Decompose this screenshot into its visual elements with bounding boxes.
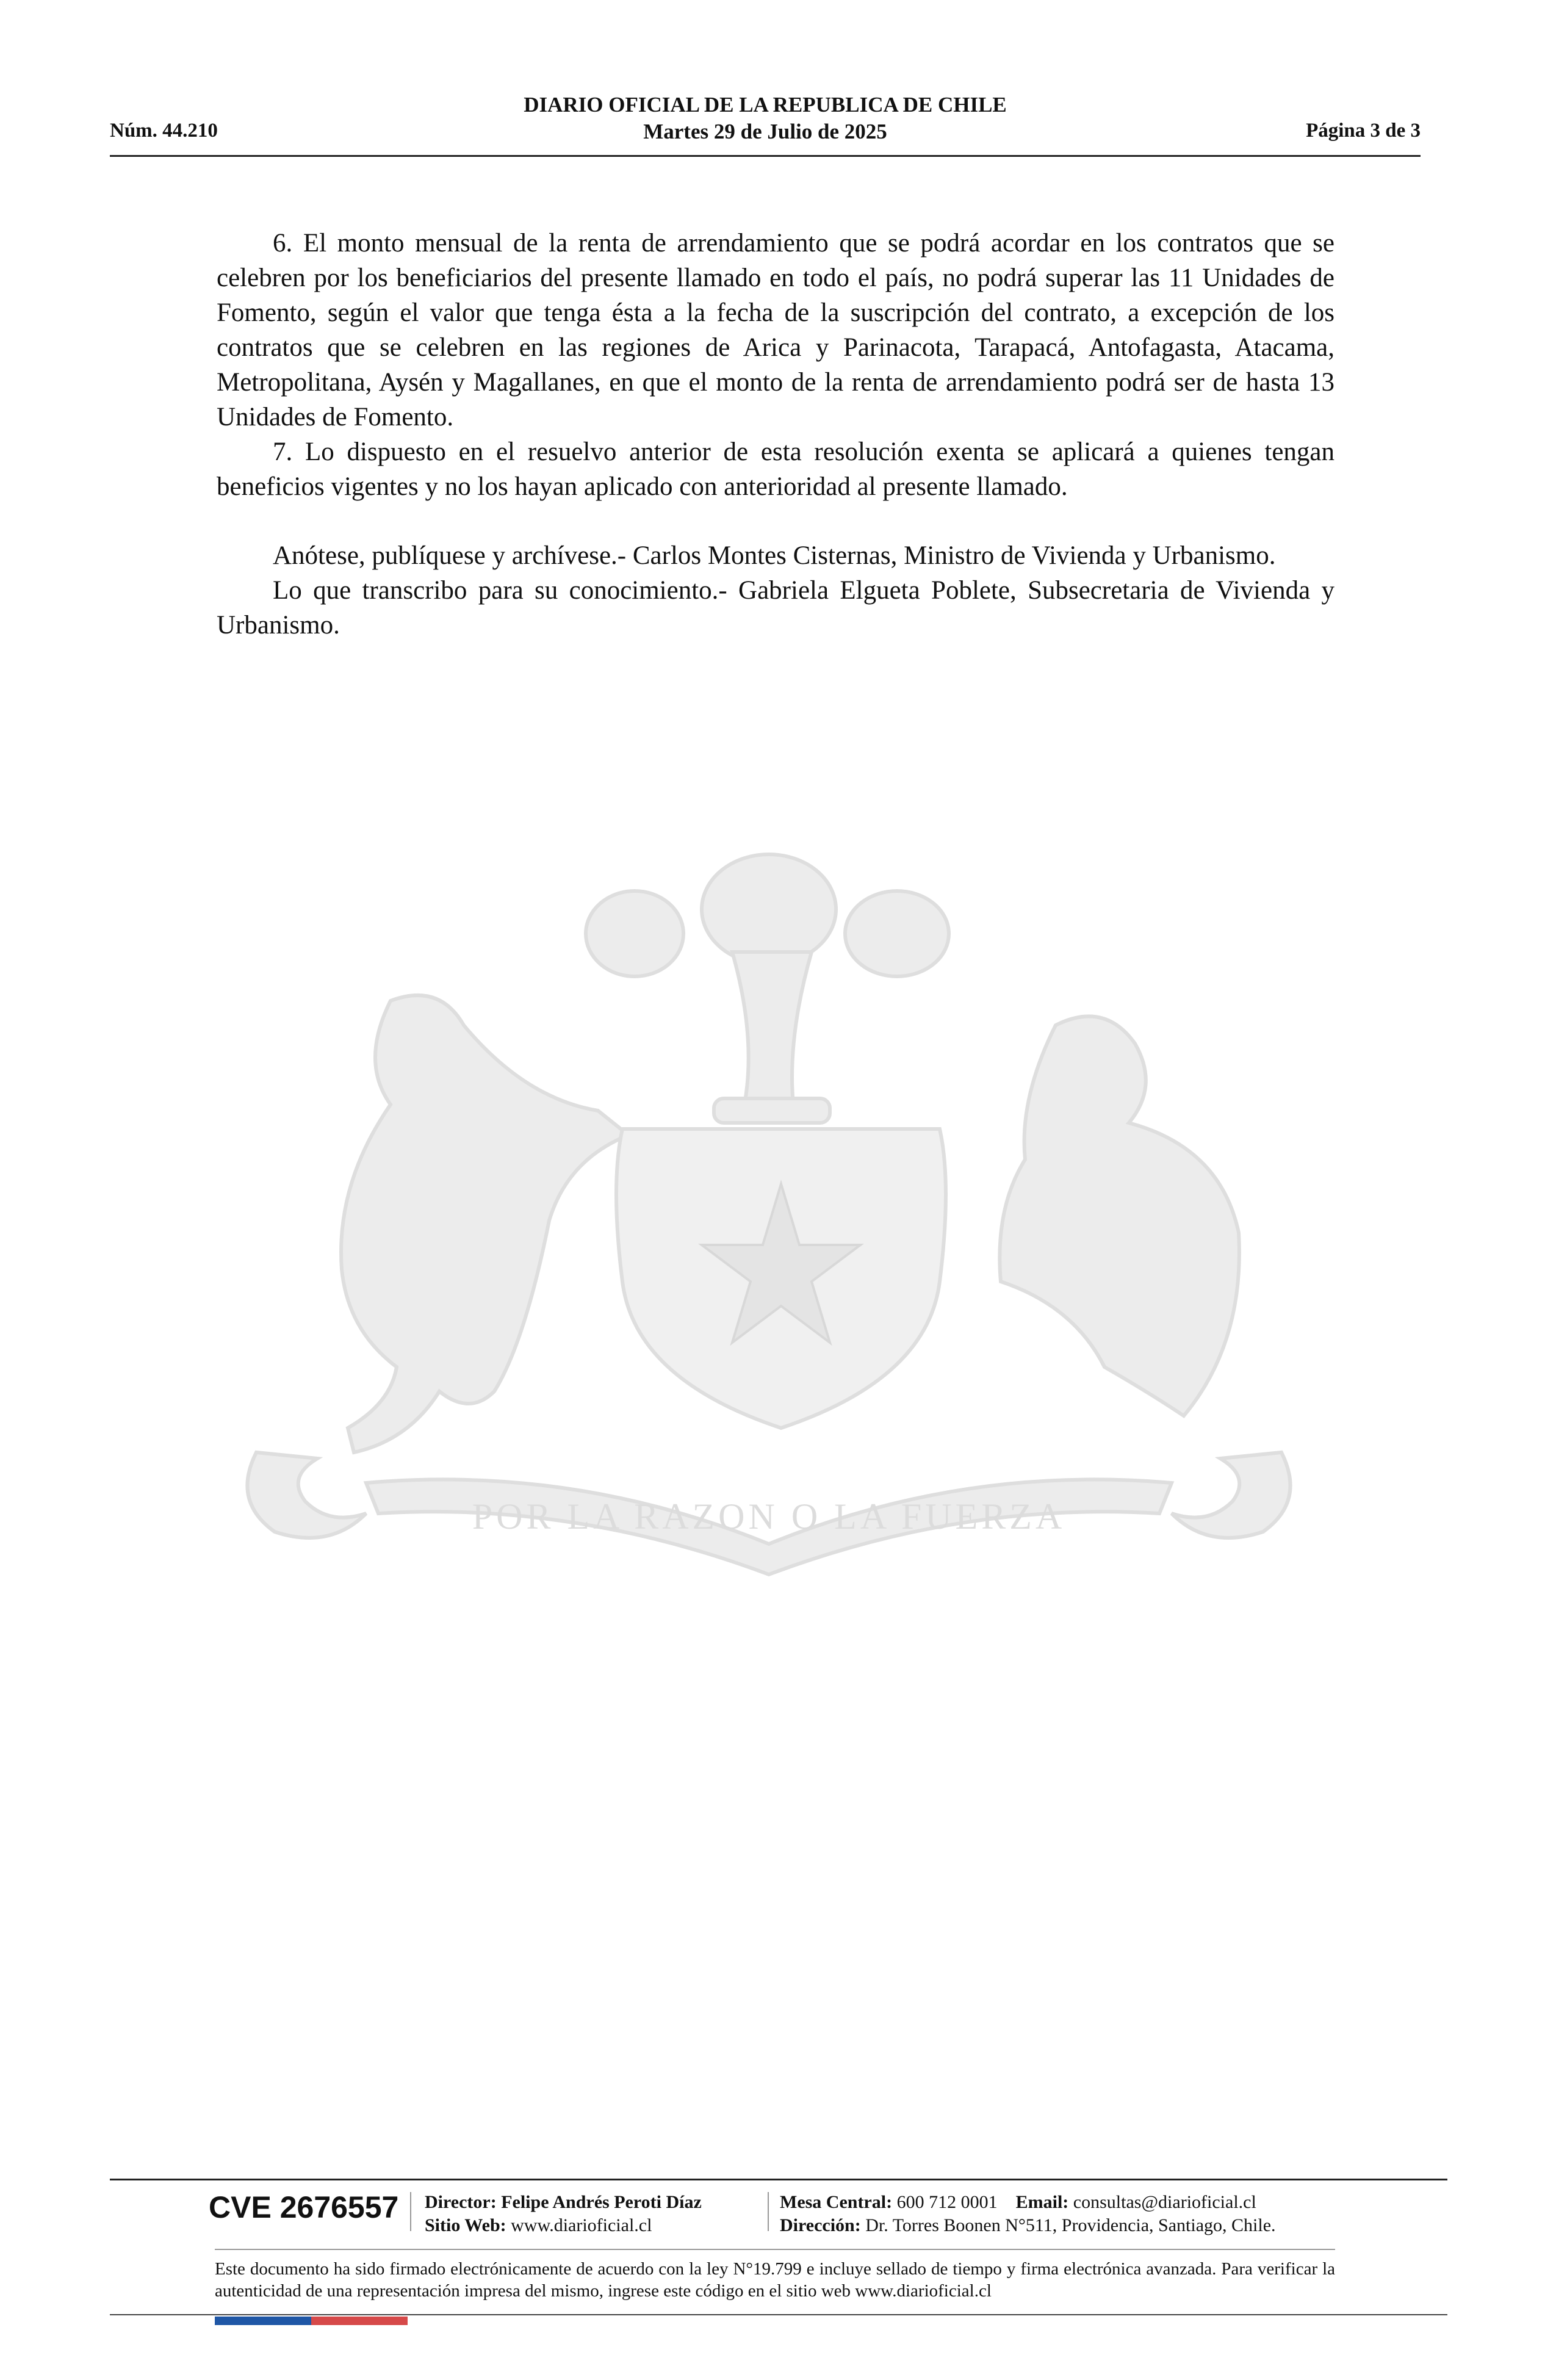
- cve-code: CVE 2676557: [209, 2190, 399, 2224]
- footer-separator: [768, 2192, 769, 2231]
- phone-number: 600 712 0001: [896, 2192, 998, 2212]
- director-label: Director:: [425, 2192, 497, 2212]
- footer-separator: [410, 2192, 411, 2231]
- closing-signature: Anótese, publíquese y archívese.- Carlos Montes Cisternas, Ministro de Vivienda y Urbanismo.: [273, 541, 1276, 570]
- email-link[interactable]: consultas@diarioficial.cl: [1073, 2192, 1256, 2212]
- footer-contact-block: [780, 2191, 1276, 2237]
- legal-notice: Este documento ha sido firmado electrónicamente de acuerdo con la ley N°19.799 e incluye sellado de tiempo y firma electrónica avanzada. Para verificar la autenticidad de una representación impresa del mismo, ingrese este código en el sitio web www.diarioficial.cl: [215, 2259, 1335, 2301]
- footer-divider-bottom: [110, 2314, 1447, 2315]
- paragraph-6: 6. El monto mensual de la renta de arrendamiento que se podrá acordar en los contratos que se celebren por los beneficiarios del presente llamado en todo el país, no podrá superar las 11 Unidades de Fomento, según el valor que tenga ésta a la fecha de la suscripción del contrato, a excepción de los contratos que se celebren en las regiones de Arica y Parinacota, Tarapacá, Antofagasta, Atacama, Metropolitana, Aysén y Magallanes, en que el monto de la renta de arrendamiento podrá ser de hasta 13 Unidades de Fomento.: [217, 229, 1334, 431]
- issue-date: Martes 29 de Julio de 2025: [643, 120, 887, 143]
- website-label: Sitio Web:: [425, 2215, 506, 2235]
- paragraph-7: 7. Lo dispuesto en el resuelvo anterior de esta resolución exenta se aplicará a quienes tengan beneficios vigentes y no los hayan aplicado con anterioridad al presente llamado.: [217, 438, 1334, 501]
- email-label: Email:: [1015, 2192, 1069, 2212]
- flag-stripe-blue: [215, 2317, 311, 2325]
- publication-title: DIARIO OFICIAL DE LA REPUBLICA DE CHILE: [524, 93, 1007, 117]
- address-value: Dr. Torres Boonen N°511, Providencia, Santiago, Chile.: [865, 2215, 1276, 2235]
- flag-stripe-red: [311, 2317, 408, 2325]
- header-divider: [110, 155, 1421, 157]
- footer-divider-middle: [215, 2249, 1335, 2250]
- chile-coat-of-arms-icon: [207, 842, 1330, 1660]
- watermark-motto: POR LA RAZON O LA FUERZA: [472, 1496, 1066, 1537]
- footer-director-block: [425, 2191, 702, 2237]
- transcription-note: Lo que transcribo para su conocimiento.- Gabriela Elgueta Poblete, Subsecretaria de Vivienda y Urbanismo.: [217, 576, 1334, 640]
- document-body: [217, 226, 1334, 643]
- director-name: Felipe Andrés Peroti Díaz: [501, 2192, 702, 2212]
- address-label: Dirección:: [780, 2215, 861, 2235]
- page-number: Página 3 de 3: [1306, 120, 1421, 142]
- website-link[interactable]: www.diarioficial.cl: [511, 2215, 652, 2235]
- phone-label: Mesa Central:: [780, 2192, 893, 2212]
- footer-divider-top: [110, 2179, 1447, 2180]
- issue-number: Núm. 44.210: [110, 120, 218, 142]
- page-header: [110, 92, 1421, 157]
